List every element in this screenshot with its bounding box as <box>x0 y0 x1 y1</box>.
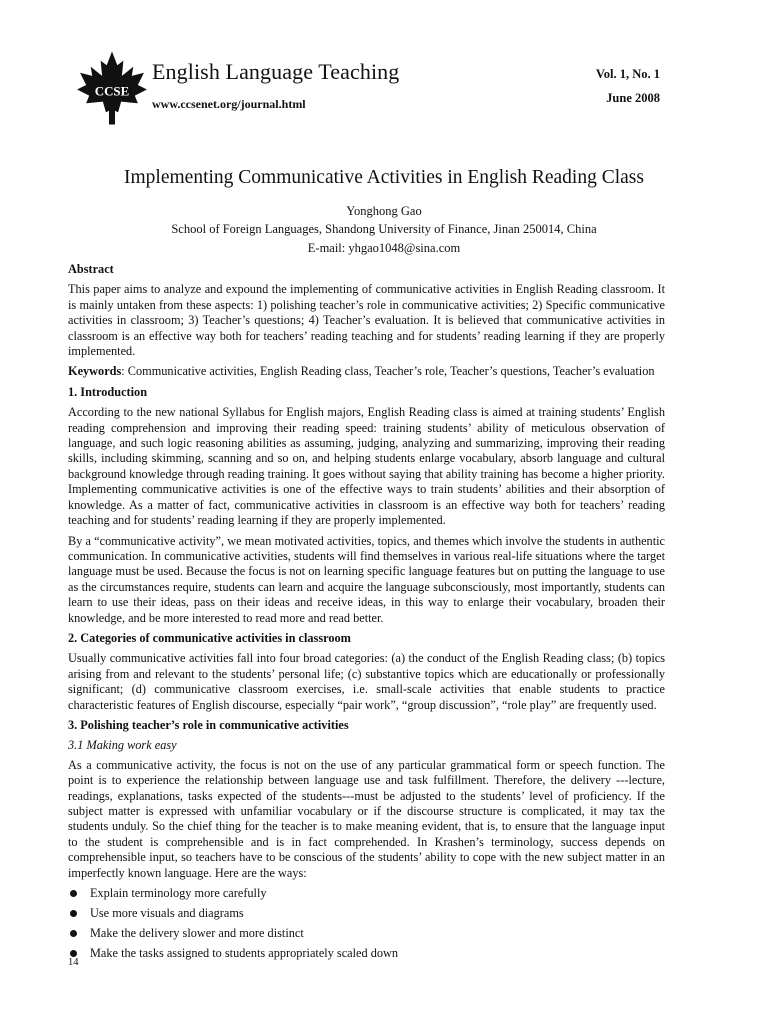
author-affiliation: School of Foreign Languages, Shandong University of Finance, Jinan 250014, China <box>171 222 597 236</box>
introduction-paragraph-2: By a “communicative activity”, we mean motivated activities, topics, and themes which involve the students in authentic communication. In communicative activities, students will find themselves in various real-life situations where the target language must be used. Because the focus is not on learning specific language features but on putting the language to use as the circumstances require, students can learn and acquire the language subconsciously, most importantly, students can learn to use their ideas, pass on their ideas and receive ideas, in this way to enlarge their vocabulary, broaden their knowledge, and be more interested to read more and read better. <box>68 533 665 625</box>
keywords-text: : Communicative activities, English Reading class, Teacher’s role, Teacher’s questions, Teacher’s evaluation <box>121 364 655 379</box>
list-item: Make the delivery slower and more distinct <box>68 926 665 941</box>
subsection-heading-making-work-easy: 3.1 Making work easy <box>68 738 177 753</box>
journal-title: English Language Teaching <box>152 59 400 84</box>
author-email: E-mail: yhgao1048@sina.com <box>307 241 461 255</box>
ways-list <box>68 886 665 961</box>
list-item: Use more visuals and diagrams <box>68 906 665 921</box>
keywords-label: Keywords <box>68 364 122 379</box>
abstract-text: This paper aims to analyze and expound the implementing of communicative activities in English Reading classroom. It is mainly untaken from these aspects: 1) polishing teacher’s role in communicative activities; 2) Specific communicative activities in classroom; 3) Teacher’s questions; 4) Teacher’s evaluation. It is believed that communicative activities in classroom is an effective way both for teachers’ reading teaching and for students’ reading learning if they are properly implemented. <box>68 282 665 359</box>
bullet-icon <box>70 950 77 957</box>
journal-url[interactable]: www.ccsenet.org/journal.html <box>152 97 306 111</box>
introduction-paragraph-1: According to the new national Syllabus for English majors, English Reading class is aimed at training students’ English reading comprehension and improving their reading speed: training students’ ability of meticulous observation of language, and such logic reasoning abilities as assuming, judging, analyzing and summarizing, improving their reading skills, including skimming, scanning and so on, and helping students enlarge vocabulary, absorb language and cultural background knowledge through reading training. It goes without saying that ability training has become a higher priority. Implementing communicative activities is one of the effective ways to train students’ abilities and their absorption of knowledge. As a matter of fact, communicative activities in classroom is an effective way both for teachers’ reading teaching and for students’ reading learning if they are properly implemented. <box>68 405 665 528</box>
abstract-heading: Abstract <box>68 262 114 276</box>
page-number: 14 <box>68 957 79 968</box>
ccse-maple-leaf-logo <box>74 50 150 126</box>
bullet-icon <box>70 910 77 917</box>
issue-date: June 2008 <box>606 91 660 105</box>
bullet-icon <box>70 930 77 937</box>
author-name: Yonghong Gao <box>346 204 422 218</box>
teacher-role-paragraph: As a communicative activity, the focus is not on the use of any particular grammatical form or speech function. The point is to experience the relationship between language use and task fulfillment. Therefore, the delivery ---lecture, readings, explanations, tasks expected of the students---must be adjusted to the students’ level of proficiency. If the subject matter is expressed with unfamiliar vocabulary or if the discourse structure is complicated, it may tax the students unduly. So the chief thing for the teacher is to make meaning evident, that is, to ensure that the language input to the student is comprehensible and is in fact comprehended. In Krashen’s terminology, success depends on comprehensible input, so teachers have to be conscious of the students’ ability to cope with the new subject matter in an imperfectly known language. Here are the ways: <box>68 757 665 880</box>
section-heading-introduction: 1. Introduction <box>68 384 148 399</box>
volume-number: Vol. 1, No. 1 <box>595 67 660 81</box>
keywords <box>68 364 665 379</box>
section-heading-categories: 2. Categories of communicative activities in classroom <box>68 630 351 645</box>
list-item: Make the tasks assigned to students appropriately scaled down <box>68 946 665 961</box>
article-body <box>68 262 665 966</box>
list-item: Explain terminology more carefully <box>68 886 665 901</box>
bullet-icon <box>70 890 77 897</box>
categories-paragraph: Usually communicative activities fall into four broad categories: (a) the conduct of the English Reading class; (b) topics arising from and relevant to the students’ personal life; (c) substantive topics which are educationally or professionally significant; (d) communicative classroom exercises, i.e. small-scale activities that enable students to practice characteristic features of English discourse, especially “pair work”, “group discussion”, “role play” are frequently used. <box>68 651 665 712</box>
article-title: Implementing Communicative Activities in English Reading Class <box>124 167 644 188</box>
logo-text: CCSE <box>94 83 130 99</box>
section-heading-teacher-role: 3. Polishing teacher’s role in communicative activities <box>68 717 349 732</box>
